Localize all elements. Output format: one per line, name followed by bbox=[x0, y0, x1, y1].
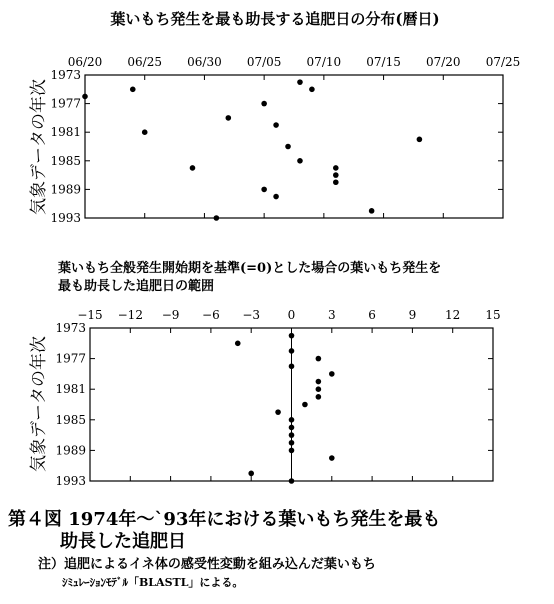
chart2-data-point bbox=[316, 356, 322, 362]
chart2-data-point bbox=[248, 471, 254, 477]
chart2-data-point bbox=[302, 402, 308, 408]
chart1-data-point bbox=[417, 137, 423, 143]
chart2-data-point bbox=[289, 448, 295, 454]
chart1-data-point bbox=[333, 165, 339, 171]
chart2-data-point bbox=[316, 379, 322, 385]
chart1-y-tick-label: 1993 bbox=[50, 211, 81, 225]
chart2-x-tick-label: 12 bbox=[445, 308, 461, 322]
chart2-x-tick-label: 0 bbox=[287, 308, 296, 322]
chart1-data-point bbox=[309, 87, 315, 93]
chart2-y-axis-label: 気象データの年次 bbox=[29, 336, 49, 472]
chart2-data-point bbox=[329, 371, 335, 377]
chart1-y-axis-label: 気象データの年次 bbox=[29, 79, 49, 215]
chart1-data-point bbox=[142, 129, 148, 135]
chart1-x-tick-label: 07/25 bbox=[485, 55, 521, 69]
chart1-y-tick-label: 1981 bbox=[50, 125, 81, 140]
chart2-data-point bbox=[329, 455, 335, 461]
chart2-x-tick-label: −12 bbox=[117, 308, 143, 322]
chart1-x-tick-label: 07/10 bbox=[306, 55, 342, 69]
chart1-data-point bbox=[226, 115, 232, 121]
chart2-title-line1: 葉いもち全般発生開始期を基準(=0)とした場合の葉いもち発生を bbox=[58, 261, 442, 276]
chart2-data-point bbox=[289, 425, 295, 431]
chart1-data-point bbox=[190, 165, 196, 171]
chart2-data-point bbox=[289, 432, 295, 438]
chart1 bbox=[28, 55, 520, 225]
chart2-x-tick-label: 15 bbox=[485, 308, 501, 322]
chart2-data-point bbox=[289, 363, 295, 369]
figure-note-line2: ｼﾐｭﾚｰｼｮﾝﾓﾃﾞﾙ「BLASTL」による。 bbox=[62, 576, 244, 589]
chart1-data-point bbox=[82, 94, 88, 100]
chart2-y-tick-label: 1977 bbox=[55, 351, 86, 366]
figure-caption-line2: 助長した追肥日 bbox=[60, 531, 186, 552]
chart2-x-tick-label: 9 bbox=[408, 308, 417, 322]
chart2-data-point bbox=[289, 440, 295, 446]
chart2-x-tick-label: −9 bbox=[161, 308, 180, 322]
chart2-y-tick-label: 1989 bbox=[55, 443, 86, 458]
chart1-y-tick-label: 1985 bbox=[50, 153, 81, 168]
chart2-y-tick-label: 1973 bbox=[55, 321, 86, 335]
chart2-x-tick-label: −15 bbox=[77, 308, 103, 322]
chart2-y-tick-label: 1981 bbox=[55, 382, 86, 397]
chart2-data-point bbox=[275, 409, 281, 415]
chart1-x-tick-label: 07/15 bbox=[366, 55, 401, 69]
chart1-x-tick-label: 07/20 bbox=[425, 55, 461, 69]
chart1-data-point bbox=[273, 122, 279, 128]
chart2-x-tick-label: −3 bbox=[242, 308, 261, 322]
chart1-data-point bbox=[261, 187, 267, 193]
chart1-x-tick-label: 06/30 bbox=[187, 55, 222, 69]
chart2-data-point bbox=[289, 417, 295, 423]
chart1-data-point bbox=[130, 87, 136, 93]
chart2-x-tick-label: 3 bbox=[327, 308, 336, 322]
chart2-data-point bbox=[289, 478, 295, 484]
chart1-data-point bbox=[297, 79, 303, 85]
chart1-data-point bbox=[369, 208, 375, 214]
chart1-data-point bbox=[261, 101, 267, 107]
chart2-data-point bbox=[316, 394, 322, 400]
chart2-x-tick-label: 6 bbox=[368, 308, 376, 322]
chart1-y-tick-label: 1989 bbox=[50, 182, 81, 197]
chart2-title-line2: 最も助長した追肥日の範囲 bbox=[58, 279, 215, 294]
chart1-x-tick-label: 06/20 bbox=[67, 55, 103, 69]
chart1-y-tick-label: 1977 bbox=[50, 96, 81, 111]
figure-note-line1: 注）追肥によるイネ体の感受性変動を組み込んだ葉いもち bbox=[38, 557, 376, 572]
chart1-data-point bbox=[333, 172, 339, 178]
chart2-x-tick-label: −6 bbox=[202, 308, 220, 322]
chart1-data-point bbox=[297, 158, 303, 164]
chart2-data-point bbox=[235, 341, 241, 347]
chart1-data-point bbox=[333, 179, 339, 185]
chart1-data-point bbox=[273, 194, 279, 200]
figure-caption-line1: 第４図 1974年〜`93年における葉いもち発生を最も bbox=[8, 509, 441, 530]
chart1-y-tick-label: 1973 bbox=[50, 68, 81, 82]
chart1-data-point bbox=[285, 144, 291, 150]
chart1-title: 葉いもち発生を最も助長する追肥日の分布(暦日) bbox=[110, 10, 440, 28]
chart2-data-point bbox=[289, 333, 295, 339]
chart1-x-tick-label: 06/25 bbox=[127, 55, 163, 69]
chart2-y-tick-label: 1993 bbox=[55, 474, 86, 488]
chart2-data-point bbox=[289, 348, 295, 354]
chart2-data-point bbox=[316, 386, 322, 392]
chart2 bbox=[28, 308, 501, 488]
chart1-data-point bbox=[214, 215, 220, 221]
chart1-x-tick-label: 07/05 bbox=[246, 55, 282, 69]
chart1-plot-frame bbox=[85, 75, 503, 218]
chart2-y-tick-label: 1985 bbox=[55, 412, 86, 427]
